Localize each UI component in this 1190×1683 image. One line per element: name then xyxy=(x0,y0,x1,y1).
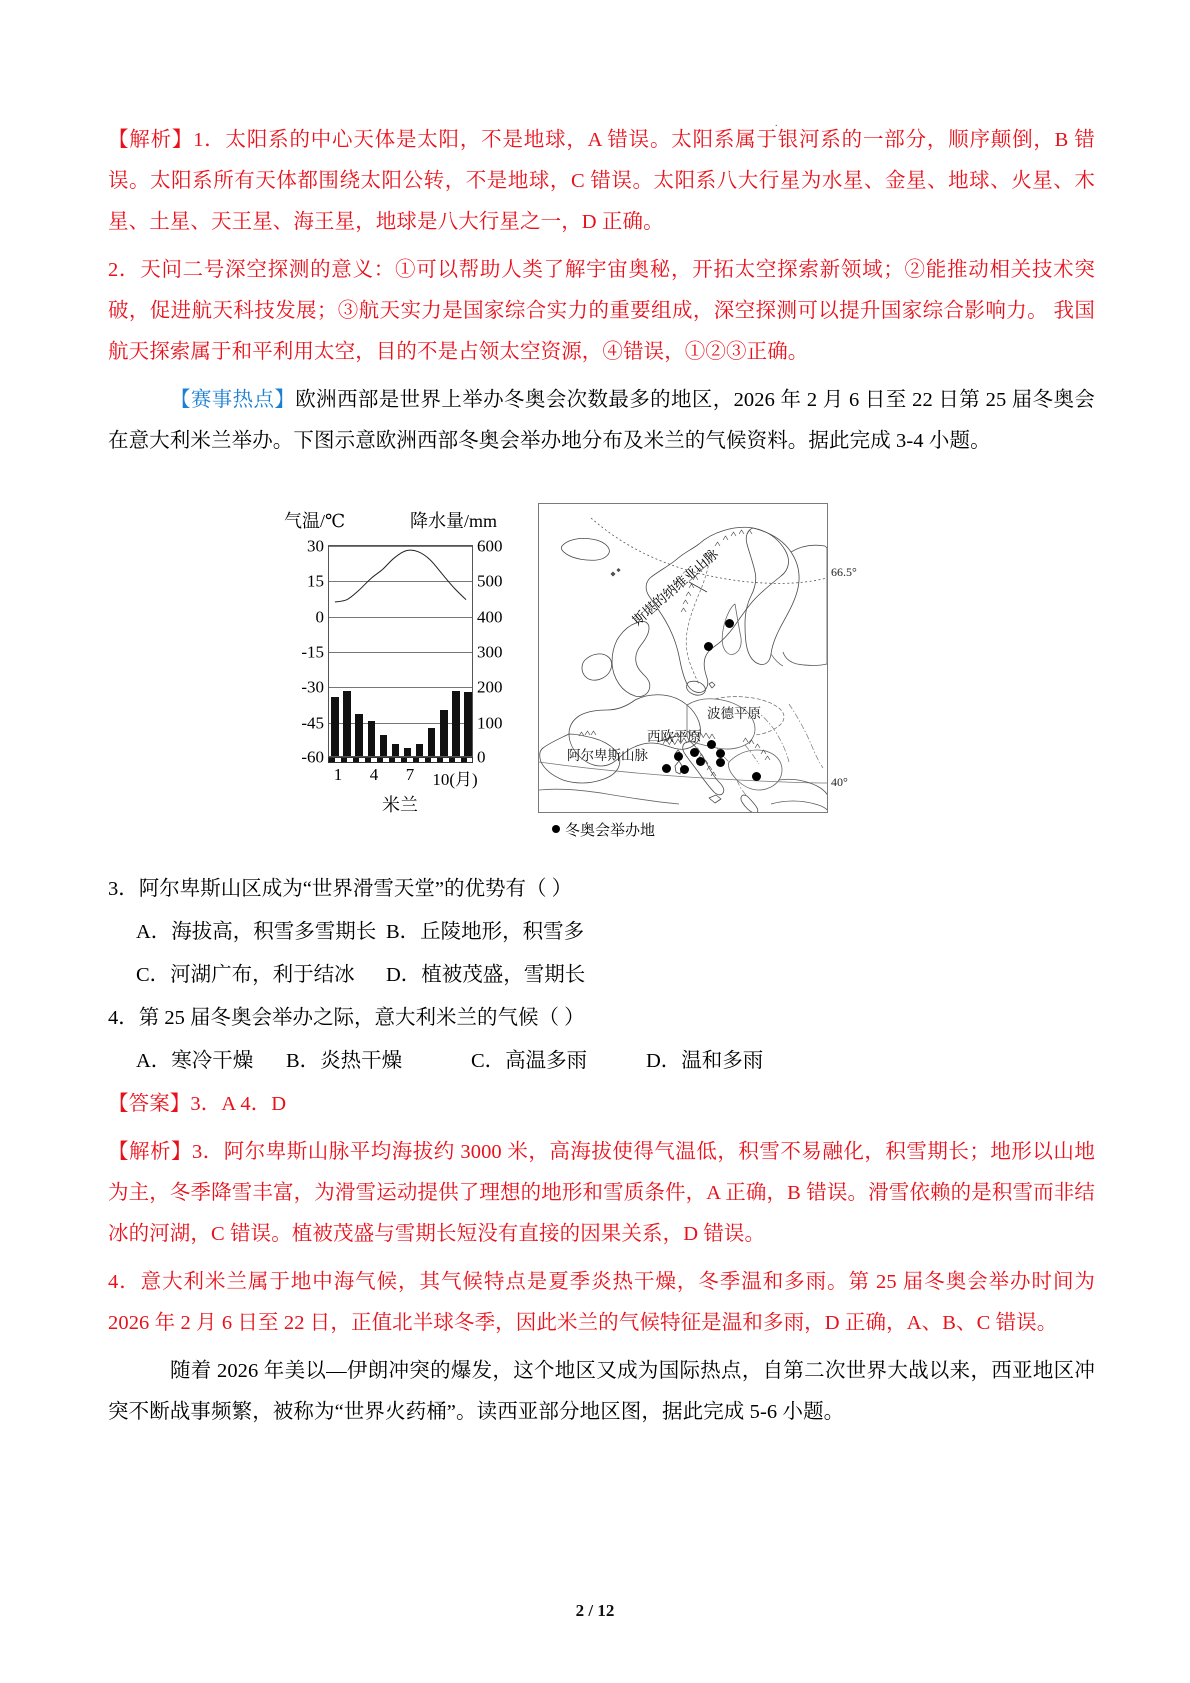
question-3-stem: 3．阿尔卑斯山区成为“世界滑雪天堂”的优势有（ ） xyxy=(108,878,573,900)
legend-dot-icon xyxy=(552,825,560,833)
map-frame xyxy=(538,503,828,813)
host-city-dot xyxy=(690,748,699,757)
map-label-west-european-plain: 西欧平原 xyxy=(647,729,701,744)
host-city-dot xyxy=(716,758,725,767)
map-latitude-arctic-circle: 66.5° xyxy=(831,565,857,579)
ytick-right-6: 0 xyxy=(477,747,486,767)
chart-bar xyxy=(440,710,447,756)
chart-bar xyxy=(404,748,411,756)
chart-bar xyxy=(428,728,435,756)
chart-title-city: 米兰 xyxy=(382,795,418,815)
map-label-scandinavian-mountains: 斯堪的纳维亚山脉 xyxy=(629,546,721,629)
ytick-right-0: 600 xyxy=(477,536,503,556)
analysis-tag-1: 【解析】 xyxy=(108,129,194,151)
analysis-body-4: 4．意大利米兰属于地中海气候，其气候特点是夏季炎热干燥，冬季温和多雨。第 25 届冬奥会举办时间为 2026 年 2 月 6 日至 22 日，正值北半球冬季，因此米兰的气候特征是温和多雨，D 正确，A、B、C 错误。 xyxy=(108,1271,1095,1334)
legend-label: 冬奥会举办地 xyxy=(565,823,656,839)
host-city-dot xyxy=(725,619,734,628)
page-number: 2 / 12 xyxy=(575,1601,615,1620)
chart-xaxis xyxy=(328,757,473,763)
analysis-paragraph-3 xyxy=(108,1132,1095,1255)
chart-bar xyxy=(416,744,423,756)
page-artifact-dot: . xyxy=(775,118,778,129)
ytick-left-4: -30 xyxy=(301,677,324,697)
ytick-left-0: 30 xyxy=(307,536,324,556)
figure-block xyxy=(108,469,1095,869)
ytick-right-2: 400 xyxy=(477,607,503,627)
host-city-dot xyxy=(716,749,725,758)
answer-tag: 【答案】 xyxy=(108,1093,191,1115)
host-city-dot xyxy=(752,772,761,781)
host-city-dot xyxy=(662,764,671,773)
xtick-10: 10(月) xyxy=(432,770,478,789)
closing-body: 随着 2026 年美以—伊朗冲突的爆发，这个地区又成为国际热点，自第二次世界大战以来，西亚地区冲突不断战事频繁，被称为“世界火药桶”。读西亚部分地区图，据此完成 5-6 小题。 xyxy=(108,1360,1095,1423)
chart-ylabel-right: 降水量/mm xyxy=(410,511,498,531)
question-4-options-row xyxy=(108,1041,1095,1082)
hotspot-body: 欧洲西部是世界上举办冬奥会次数最多的地区，2026 年 2 月 6 日至 22 日第 25 届冬奥会在意大利米兰举办。下图示意欧洲西部冬奥会举办地分布及米兰的气候资料。据此完成 3-4 小题。 xyxy=(108,389,1096,452)
ytick-left-2: 0 xyxy=(315,607,324,627)
chart-bar xyxy=(331,697,338,756)
ytick-left-6: -60 xyxy=(301,747,324,767)
map-latitude-40n: 40° xyxy=(831,775,848,789)
chart-bar xyxy=(355,714,362,756)
analysis-paragraph-2 xyxy=(108,250,1095,373)
chart-plot-area xyxy=(301,536,503,767)
chart-ylabel-left: 气温/℃ xyxy=(284,511,346,531)
host-city-dot xyxy=(674,752,683,761)
question-4-stem: 4．第 25 届冬奥会举办之际，意大利米兰的气候（ ） xyxy=(108,1007,585,1029)
question-4-option-d[interactable]: D．温和多雨 xyxy=(646,1050,764,1072)
milan-climate-chart xyxy=(280,507,532,827)
question-4-option-b[interactable]: B．炎热干燥 xyxy=(286,1050,403,1072)
answer-paragraph xyxy=(108,1084,1095,1125)
europe-winter-olympics-map xyxy=(538,503,857,848)
analysis-body-1: 1．太阳系的中心天体是太阳，不是地球，A 错误。太阳系属于银河系的一部分，顺序颠倒，B 错误。太阳系所有天体都围绕太阳公转，不是地球，C 错误。太阳系八大行星为水星、金星、地球、火星、木星、土星、天王星、海王星，地球是八大行星之一，D 正确。 xyxy=(108,129,1095,233)
xtick-1: 1 xyxy=(333,765,343,784)
ytick-right-4: 200 xyxy=(477,677,503,697)
chart-bar xyxy=(380,735,387,756)
question-4-option-a[interactable]: A．寒冷干燥 xyxy=(136,1050,254,1072)
map-label-alps: 阿尔卑斯山脉 xyxy=(567,748,648,763)
question-3-option-d[interactable]: D．植被茂盛，雪期长 xyxy=(386,964,586,986)
xtick-4: 4 xyxy=(369,765,379,784)
question-3-options-row-1 xyxy=(108,912,1095,953)
chart-bar xyxy=(343,691,350,756)
ytick-left-5: -45 xyxy=(301,713,324,733)
ytick-left-1: 15 xyxy=(307,571,324,591)
analysis-paragraph-4 xyxy=(108,1262,1095,1344)
chart-bars xyxy=(329,546,472,756)
analysis-body-2: 2．天问二号深空探测的意义：①可以帮助人类了解宇宙奥秘，开拓太空探索新领域；②能推动相关技术突破，促进航天科技发展；③航天实力是国家综合实力的重要组成，深空探测可以提升国家综合影响力。 我国航天探索属于和平利用太空，目的不是占领太空资源，④错误，①②③正确。 xyxy=(108,259,1095,363)
question-3-options-row-2 xyxy=(108,955,1095,996)
question-3-option-c[interactable]: C．河湖广布，利于结冰 xyxy=(136,964,355,986)
ytick-right-1: 500 xyxy=(477,571,503,591)
hotspot-tag: 【赛事热点】 xyxy=(170,389,296,411)
question-3-option-a[interactable]: A．海拔高，积雪多雪期长 xyxy=(136,921,377,943)
xtick-7: 7 xyxy=(405,765,415,784)
ytick-right-5: 100 xyxy=(477,713,503,733)
chart-bar xyxy=(392,744,399,756)
host-city-dot xyxy=(707,740,716,749)
map-label-north-german-plain: 波德平原 xyxy=(707,706,761,721)
analysis-tag-34: 【解析】 xyxy=(108,1141,192,1163)
analysis-body-3: 3．阿尔卑斯山脉平均海拔约 3000 米，高海拔使得气温低，积雪不易融化，积雪期长；地形以山地为主，冬季降雪丰富，为滑雪运动提供了理想的地形和雪质条件，A 正确，B 错误。滑雪依赖的是积雪而非结冰的河湖，C 错误。植被茂盛与雪期长短没有直接的因果关系，D 错误。 xyxy=(108,1141,1095,1245)
answer-body: 3．A 4．D xyxy=(190,1093,287,1115)
chart-bar xyxy=(368,721,375,756)
map-legend xyxy=(552,819,655,840)
ytick-left-3: -15 xyxy=(301,642,324,662)
host-city-dot xyxy=(680,765,689,774)
analysis-paragraph-1 xyxy=(108,120,1095,243)
hotspot-paragraph xyxy=(108,380,1095,462)
host-city-dot xyxy=(704,642,713,651)
closing-paragraph xyxy=(108,1351,1095,1433)
question-4-option-c[interactable]: C．高温多雨 xyxy=(471,1050,588,1072)
chart-bar xyxy=(464,692,471,756)
host-city-dot xyxy=(696,757,705,766)
chart-bar xyxy=(452,691,459,756)
question-3-option-b[interactable]: B．丘陵地形，积雪多 xyxy=(386,921,585,943)
ytick-right-3: 300 xyxy=(477,642,503,662)
